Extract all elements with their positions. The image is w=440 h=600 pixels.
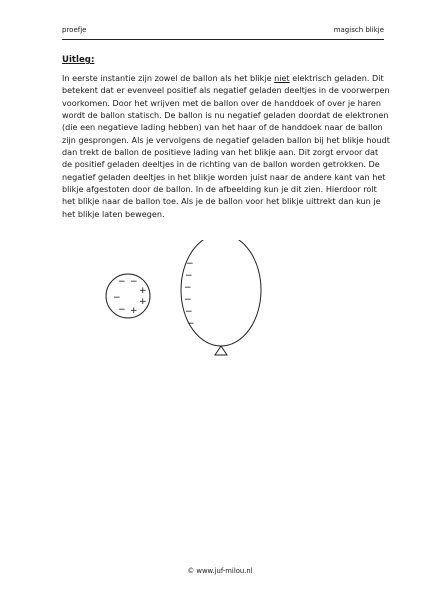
section-title: Uitleg: bbox=[62, 55, 95, 65]
can-charge-4: − bbox=[113, 293, 121, 303]
balloon-charge-5: − bbox=[185, 307, 193, 317]
charge-illustration bbox=[90, 240, 290, 370]
header-left-text: proefje bbox=[62, 26, 87, 34]
balloon-charge-1: − bbox=[186, 259, 194, 269]
can-charge-5: + bbox=[139, 297, 147, 307]
can-charge-2: − bbox=[130, 277, 138, 287]
header-divider bbox=[62, 39, 384, 40]
balloon-knot bbox=[215, 346, 227, 355]
paragraph-part-1: In eerste instantie zijn zowel de ballon als het blikje bbox=[62, 73, 275, 83]
balloon-charge-3: − bbox=[184, 283, 192, 293]
can-charge-3: + bbox=[139, 286, 147, 296]
can-charge-1: − bbox=[118, 277, 126, 287]
footer-copyright: © www.juf-milou.nl bbox=[187, 567, 253, 575]
can-charge-6: − bbox=[118, 305, 126, 315]
paragraph-part-2: elektrisch geladen. Dit betekent dat er evenveel positief als negatief geladen deeltjes in de voorwerpen voorkomen. Door het wrijven met de ballon over de handdoek of over je haren wordt de ballon statisch. De ballon is nu negatief geladen doordat de elektronen (die een negatieve lading hebben) van het haar of de handdoek naar de ballon zijn gesprongen. Als je vervolgens de negatief geladen ballon bij het blikje houdt dan trekt de ballon de positieve lading van het blikje aan. Dit zorgt ervoor dat de positief geladen deeltjes in de richting van de ballon worden getrokken. De negatief geladen deeltjes in het blikje worden juist naar de andere kant van het blikje afgestoten door de ballon. In de afbeelding kun je dit zien. Hierdoor rolt het blikje naar de ballon toe. Als je de ballon voor het blikje uittrekt dan kun je het blikje laten bewegen. bbox=[62, 73, 390, 219]
balloon-charge-6: − bbox=[187, 319, 195, 329]
page-header bbox=[62, 26, 384, 38]
explanation-paragraph bbox=[62, 72, 390, 220]
can-charge-7: + bbox=[130, 306, 138, 316]
header-right-text: magisch blikje bbox=[333, 26, 384, 34]
balloon-charge-2: − bbox=[185, 271, 193, 281]
paragraph-emphasis: niet bbox=[274, 73, 290, 83]
balloon-outline bbox=[181, 240, 261, 346]
balloon-charge-4: − bbox=[184, 295, 192, 305]
illustration-svg bbox=[90, 240, 290, 370]
